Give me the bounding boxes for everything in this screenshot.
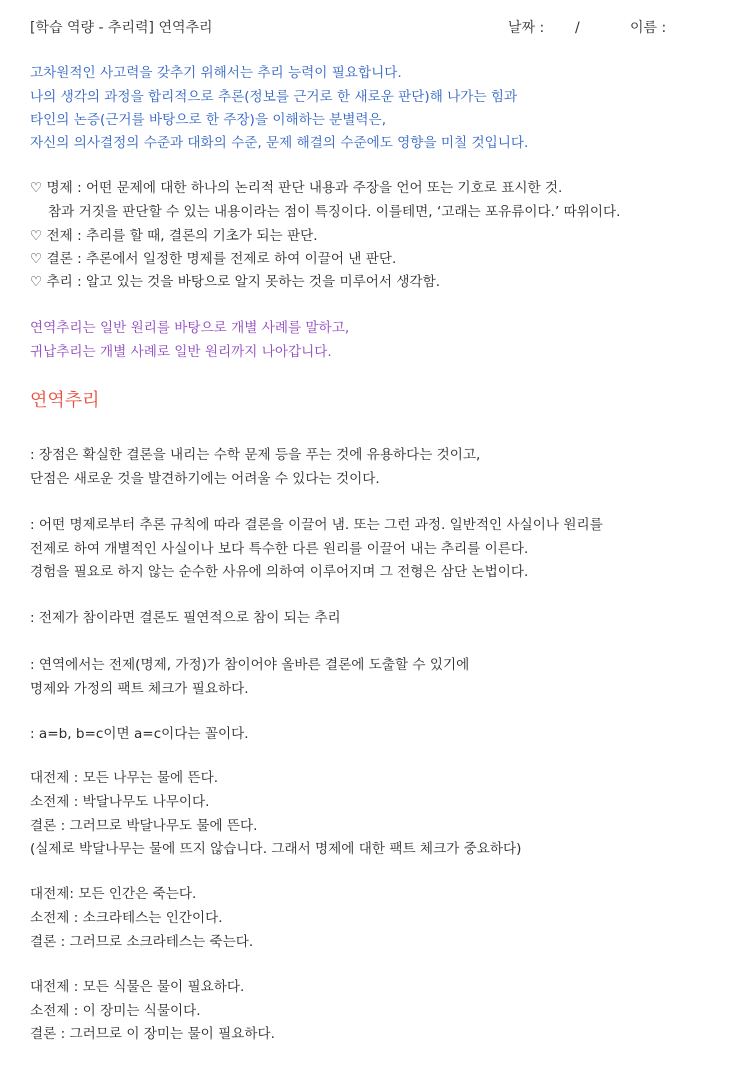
minor-premise: 소전제 : 박달나무도 나무이다. bbox=[30, 794, 210, 810]
definition-line: 경험을 필요로 하지 않는 순수한 사유에 의하여 이루어지며 그 전형은 삼단 논법이다. bbox=[30, 564, 529, 580]
minor-premise: 소전제 : 소크라테스는 인간이다. bbox=[30, 910, 223, 926]
definition-premise: ♡ 전제 : 추리를 할 때, 결론의 기초가 되는 판단. bbox=[30, 228, 318, 244]
formula-line: : a=b, b=c이면 a=c이다는 꼴이다. bbox=[30, 726, 249, 742]
contrast-line: 연역추리는 일반 원리를 바탕으로 개별 사례를 말하고, bbox=[30, 320, 350, 336]
definition-line: 전제로 하여 개별적인 사실이나 보다 특수한 다른 원리를 이끌어 내는 추리를 이른다. bbox=[30, 541, 529, 557]
pros-cons-line: : 장점은 확실한 결론을 내리는 수학 문제 등을 푸는 것에 유용하다는 것이고, bbox=[30, 447, 481, 463]
example-note: (실제로 박달나무는 물에 뜨지 않습니다. 그래서 명제에 대한 팩트 체크가 중요하다) bbox=[30, 841, 522, 857]
name-label: 이름 : bbox=[630, 20, 667, 36]
definition-line: : 어떤 명제로부터 추론 규칙에 따라 결론을 이끌어 냄. 또는 그런 과정. 일반적인 사실이나 원리를 bbox=[30, 517, 603, 533]
premise-true-line: : 전제가 참이라면 결론도 필연적으로 참이 되는 추리 bbox=[30, 610, 341, 626]
date-label: 날짜 : bbox=[508, 20, 545, 36]
definition-proposition: ♡ 명제 : 어떤 문제에 대한 하나의 논리적 판단 내용과 주장을 언어 또는 기호로 표시한 것. bbox=[30, 180, 563, 196]
fact-check-line: : 연역에서는 전제(명제, 가정)가 참이어야 올바른 결론에 도출할 수 있기에 bbox=[30, 657, 470, 673]
intro-line: 타인의 논증(근거를 바탕으로 한 주장)을 이해하는 분별력은, bbox=[30, 112, 387, 128]
contrast-line: 귀납추리는 개별 사례로 일반 원리까지 나아갑니다. bbox=[30, 344, 332, 360]
pros-cons-line: 단점은 새로운 것을 발견하기에는 어려울 수 있다는 것이다. bbox=[30, 471, 380, 487]
section-heading: 연역추리 bbox=[30, 390, 100, 411]
worksheet-title: [학습 역량 - 추리력] 연역추리 bbox=[30, 20, 213, 36]
intro-line: 나의 생각의 과정을 합리적으로 추론(정보를 근거로 한 새로운 판단)해 나가는 힘과 bbox=[30, 89, 518, 105]
conclusion: 결론 : 그러므로 이 장미는 물이 필요하다. bbox=[30, 1026, 275, 1042]
definition-inference: ♡ 추리 : 알고 있는 것을 바탕으로 알지 못하는 것을 미루어서 생각함. bbox=[30, 274, 441, 290]
major-premise: 대전제 : 모든 식물은 물이 필요하다. bbox=[30, 979, 245, 995]
minor-premise: 소전제 : 이 장미는 식물이다. bbox=[30, 1003, 201, 1019]
conclusion: 결론 : 그러므로 박달나무도 물에 뜬다. bbox=[30, 818, 258, 834]
major-premise: 대전제: 모든 인간은 죽는다. bbox=[30, 886, 197, 902]
intro-line: 자신의 의사결정의 수준과 대화의 수준, 문제 해결의 수준에도 영향을 미칠 것입니다. bbox=[30, 135, 529, 151]
date-separator: / bbox=[575, 20, 580, 36]
intro-line: 고차원적인 사고력을 갖추기 위해서는 추리 능력이 필요합니다. bbox=[30, 65, 402, 81]
definition-proposition-detail: 참과 거짓을 판단할 수 있는 내용이라는 점이 특징이다. 이를테면, ‘고래는 포유류이다.’ 따위이다. bbox=[48, 204, 621, 220]
conclusion: 결론 : 그러므로 소크라테스는 죽는다. bbox=[30, 934, 254, 950]
definition-conclusion: ♡ 결론 : 추론에서 일정한 명제를 전제로 하여 이끌어 낸 판단. bbox=[30, 251, 397, 267]
fact-check-line: 명제와 가정의 팩트 체크가 필요하다. bbox=[30, 681, 249, 697]
major-premise: 대전제 : 모든 나무는 물에 뜬다. bbox=[30, 770, 219, 786]
